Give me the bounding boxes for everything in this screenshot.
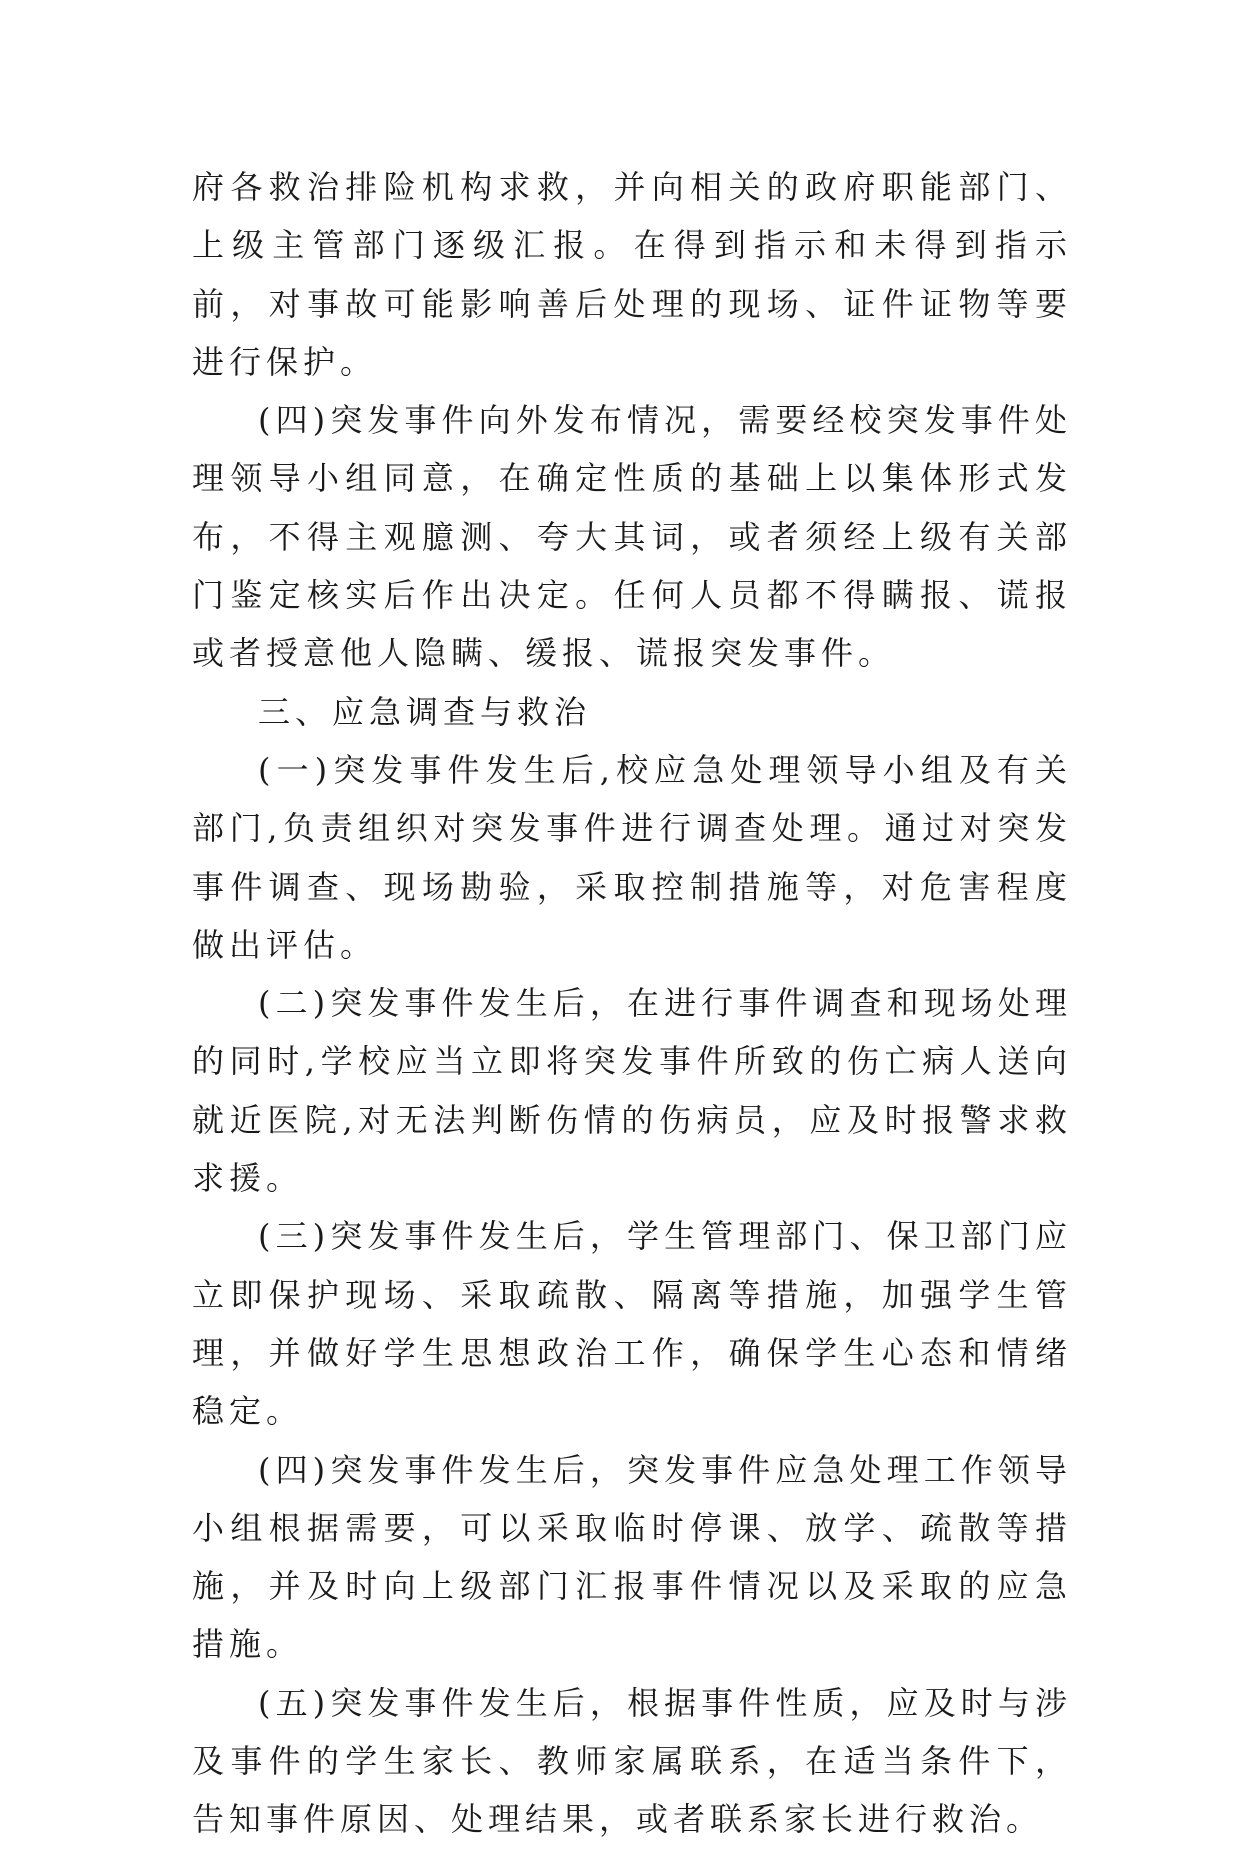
section-heading: 三、应急调查与救治: [258, 692, 592, 731]
paragraph-item-4: (四)突发事件发生后，突发事件应急处理工作领导小组根据需要，可以采取临时停课、放学、疏散等措施，并及时向上级部门汇报事件情况以及采取的应急措施。: [192, 1450, 1072, 1664]
paragraph-continued: 府各救治排险机构求救，并向相关的政府职能部门、上级主管部门逐级汇报。在得到指示和未得到指示前，对事故可能影响善后处理的现场、证件证物等要进行保护。: [192, 168, 1072, 381]
document-body: [192, 158, 1072, 1849]
paragraph-item-3: (三)突发事件发生后，学生管理部门、保卫部门应立即保护现场、采取疏散、隔离等措施，加强学生管理，并做好学生思想政治工作，确保学生心态和情绪稳定。: [192, 1217, 1072, 1431]
paragraph-item-1: (一)突发事件发生后,校应急处理领导小组及有关部门,负责组织对突发事件进行调查处理。通过对突发事件调查、现场勘验，采取控制措施等，对危害程度做出评估。: [192, 750, 1072, 964]
paragraph-item-2: (二)突发事件发生后，在进行事件调查和现场处理的同时,学校应当立即将突发事件所致的伤亡病人送向就近医院,对无法判断伤情的伤病员，应及时报警求救求援。: [192, 984, 1072, 1198]
paragraph-info-release: (四)突发事件向外发布情况，需要经校突发事件处理领导小组同意，在确定性质的基础上以集体形式发布，不得主观臆测、夸大其词，或者须经上级有关部门鉴定核实后作出决定。任何人员都不得瞒报、谎报或者授意他人隐瞒、缓报、谎报突发事件。: [192, 401, 1072, 673]
paragraph-item-5: (五)突发事件发生后，根据事件性质，应及时与涉及事件的学生家长、教师家属联系，在适当条件下，告知事件原因、处理结果，或者联系家长进行救治。: [192, 1683, 1072, 1839]
